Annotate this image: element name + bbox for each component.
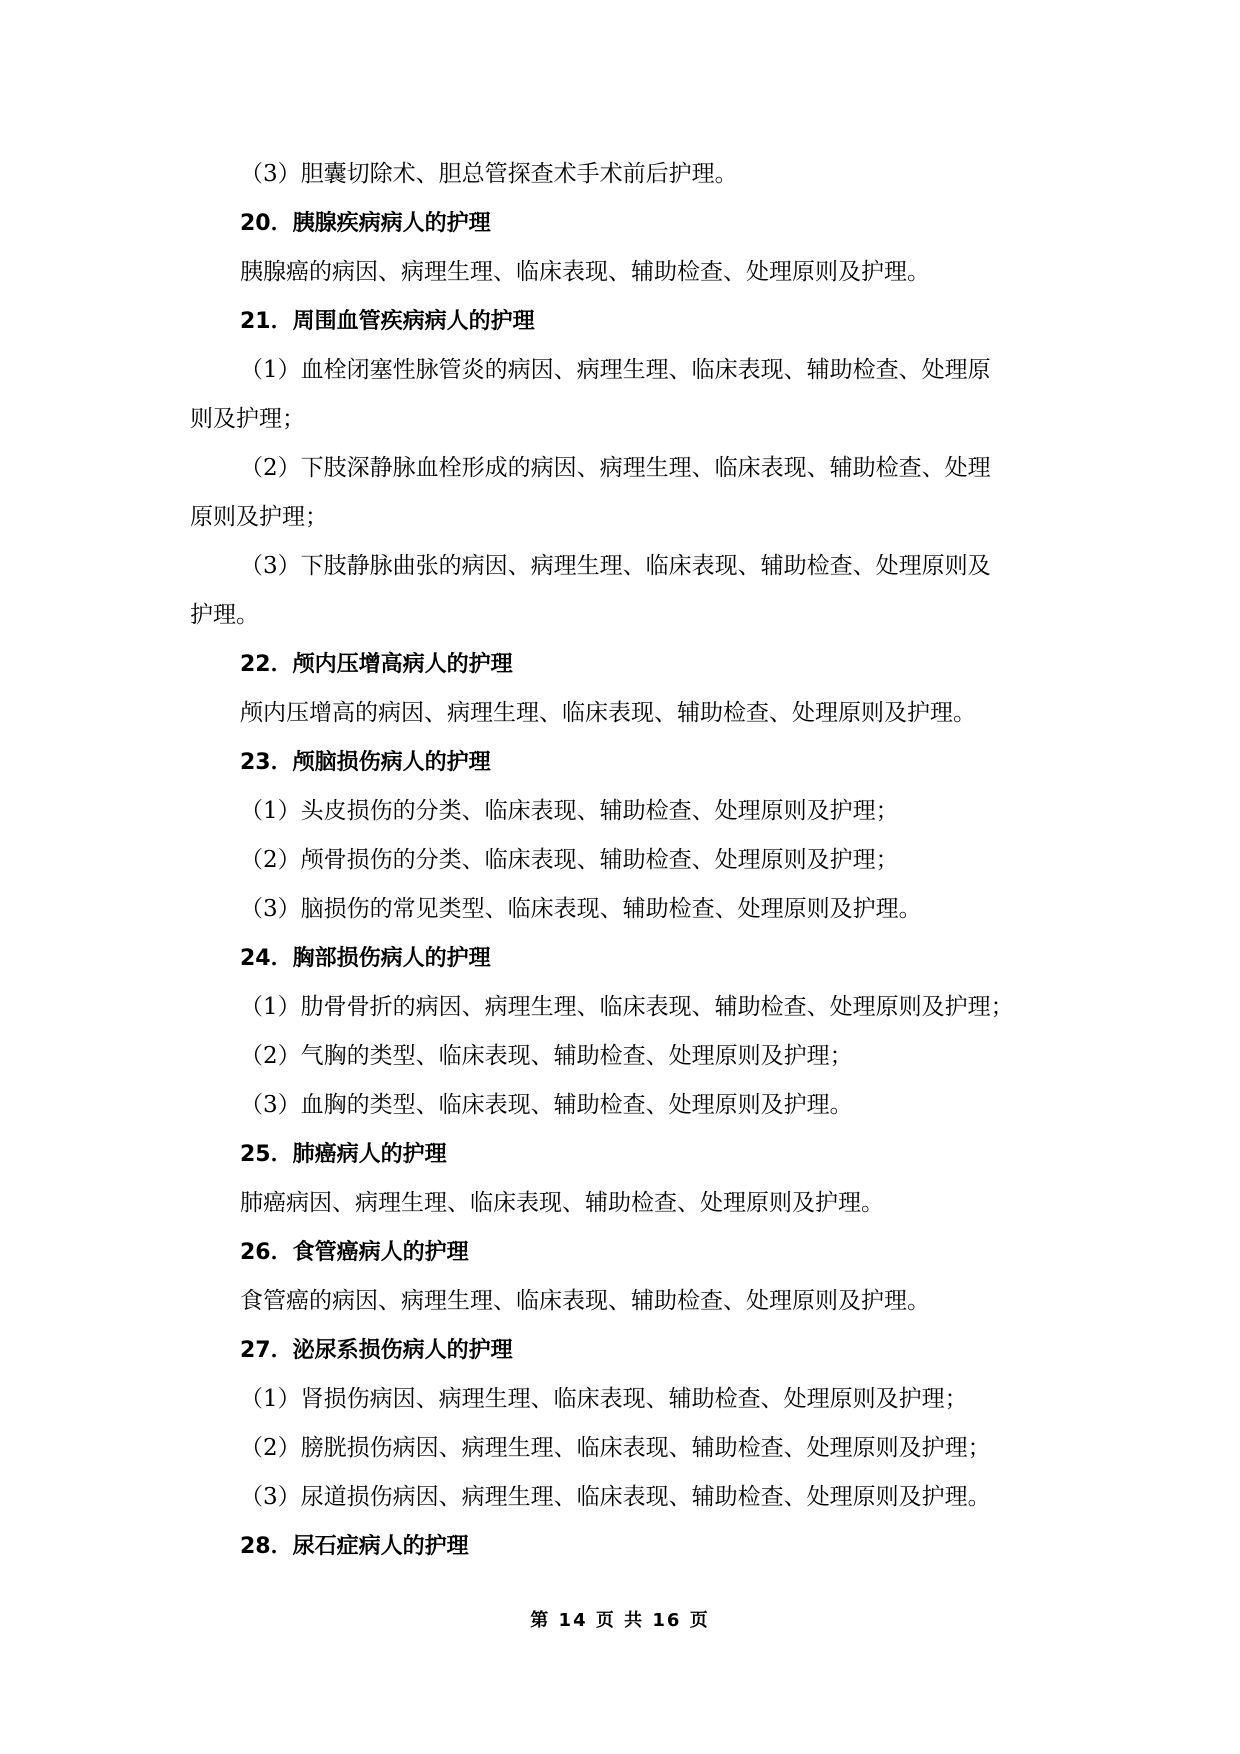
section-heading: 24．胸部损伤病人的护理: [240, 946, 491, 971]
section-heading: 22．颅内压增高病人的护理: [240, 652, 513, 677]
section-heading: 21．周围血管疾病病人的护理: [240, 309, 535, 334]
list-item-continuation: 原则及护理；: [190, 504, 328, 530]
list-item: （3）下肢静脉曲张的病因、病理生理、临床表现、辅助检查、处理原则及: [240, 553, 991, 579]
list-item: （3）胆囊切除术、胆总管探查术手术前后护理。: [240, 161, 738, 187]
list-item: （2）膀胱损伤病因、病理生理、临床表现、辅助检查、处理原则及护理；: [240, 1435, 991, 1461]
list-item: （3）脑损伤的常见类型、临床表现、辅助检查、处理原则及护理。: [240, 896, 922, 922]
section-heading: 28．尿石症病人的护理: [240, 1534, 469, 1559]
list-item: （3）血胸的类型、临床表现、辅助检查、处理原则及护理。: [240, 1092, 853, 1118]
list-item: （3）尿道损伤病因、病理生理、临床表现、辅助检查、处理原则及护理。: [240, 1484, 991, 1510]
section-heading: 23．颅脑损伤病人的护理: [240, 750, 491, 775]
paragraph: 颅内压增高的病因、病理生理、临床表现、辅助检查、处理原则及护理。: [240, 700, 976, 726]
section-heading: 27．泌尿系损伤病人的护理: [240, 1338, 513, 1363]
list-item-continuation: 则及护理；: [190, 406, 305, 432]
list-item: （2）颅骨损伤的分类、临床表现、辅助检查、处理原则及护理；: [240, 847, 899, 873]
list-item-continuation: 护理。: [190, 602, 259, 628]
list-item: （2）气胸的类型、临床表现、辅助检查、处理原则及护理；: [240, 1043, 853, 1069]
section-heading: 26．食管癌病人的护理: [240, 1240, 469, 1265]
paragraph: 胰腺癌的病因、病理生理、临床表现、辅助检查、处理原则及护理。: [240, 259, 930, 285]
paragraph: 食管癌的病因、病理生理、临床表现、辅助检查、处理原则及护理。: [240, 1288, 930, 1314]
section-heading: 20．胰腺疾病病人的护理: [240, 211, 491, 236]
section-heading: 25．肺癌病人的护理: [240, 1142, 447, 1167]
list-item: （1）肋骨骨折的病因、病理生理、临床表现、辅助检查、处理原则及护理；: [240, 994, 1014, 1020]
list-item: （1）血栓闭塞性脉管炎的病因、病理生理、临床表现、辅助检查、处理原: [240, 357, 991, 383]
list-item: （1）头皮损伤的分类、临床表现、辅助检查、处理原则及护理；: [240, 798, 899, 824]
list-item: （1）肾损伤病因、病理生理、临床表现、辅助检查、处理原则及护理；: [240, 1386, 968, 1412]
page-number-footer: 第 14 页 共 16 页: [530, 1610, 710, 1631]
paragraph: 肺癌病因、病理生理、临床表现、辅助检查、处理原则及护理。: [240, 1190, 884, 1216]
document-body: [190, 150, 1070, 1571]
list-item: （2）下肢深静脉血栓形成的病因、病理生理、临床表现、辅助检查、处理: [240, 455, 991, 481]
